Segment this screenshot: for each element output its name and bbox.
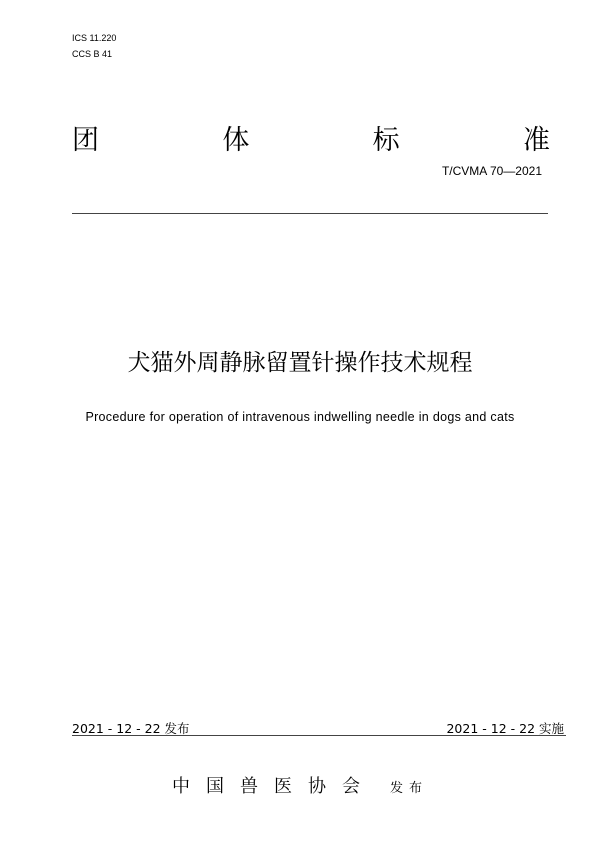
- header-divider: [72, 213, 548, 214]
- date-divider: [72, 735, 566, 736]
- ics-code: ICS 11.220: [72, 33, 117, 43]
- category-char: 团: [72, 125, 99, 156]
- category-char: 标: [372, 125, 400, 156]
- publisher: [0, 772, 600, 798]
- issue-date: 2021 - 12 - 22 发布: [72, 721, 190, 736]
- ccs-code: CCS B 41: [72, 49, 113, 59]
- category-char: 准: [522, 125, 550, 156]
- document-title-en: Procedure for operation of intravenous indwelling needle in dogs and cats: [85, 410, 515, 424]
- implement-date: 2021 - 12 - 22 实施: [446, 721, 564, 736]
- publisher-action: 发布: [389, 781, 428, 796]
- standard-category: [72, 118, 550, 157]
- document-title-cn: 犬猫外周静脉留置针操作技术规程: [127, 350, 473, 376]
- category-char: 体: [222, 125, 250, 156]
- classification-codes: [72, 30, 116, 62]
- standard-number: T/CVMA 70—2021: [441, 164, 542, 178]
- publisher-org: 中国兽医协会: [171, 776, 376, 797]
